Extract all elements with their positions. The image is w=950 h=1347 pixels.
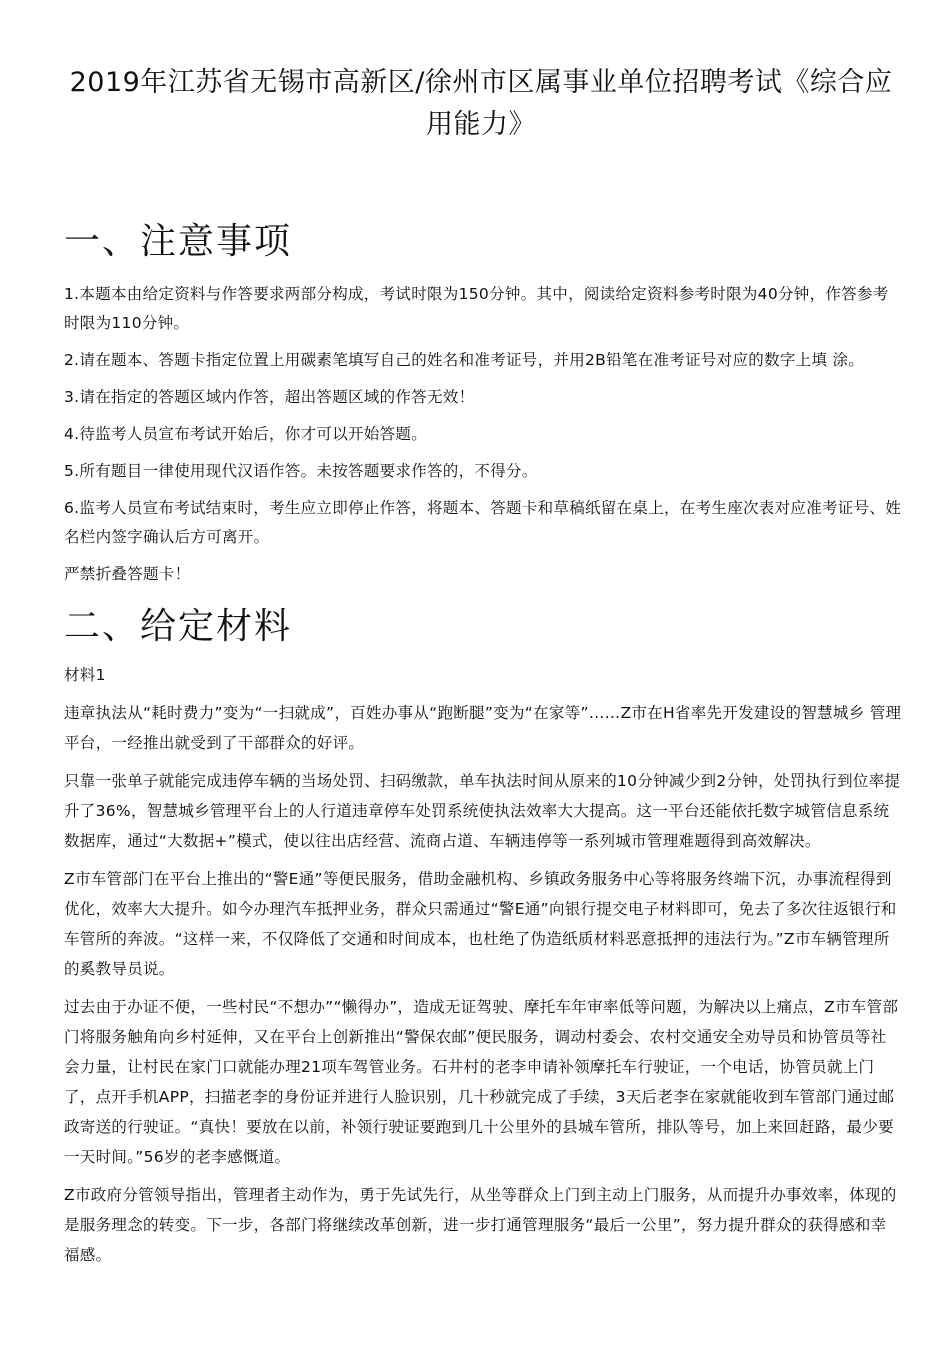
note-item-4: 4.待监考人员宣布考试开始后，你才可以开始答题。 — [64, 425, 427, 443]
material-body — [64, 698, 902, 1270]
material-paragraph-3: Z市车管部门在平台上推出的“警E通”等便民服务，借助金融机构、乡镇政务服务中心等将服务终端下沉，办事流程得到优化，效率大大提升。如今办理汽车抵押业务，群众只需通过“警E通”向银行提交电子材料即可，免去了多次往返银行和车管所的奔波。“这样一来，不仅降低了交通和时间成本，也杜绝了伪造纸质材料恶意抵押的违法行为。”Z市车辆管理所的奚教导员说。 — [64, 870, 897, 978]
material-paragraph-5: Z市政府分管领导指出，管理者主动作为，勇于先试先行，从坐等群众上门到主动上门服务，从而提升办事效率，体现的是服务理念的转变。下一步，各部门将继续改革创新，进一步打通管理服务“最后一公里”，努力提升群众的获得感和幸福感。 — [64, 1186, 897, 1264]
document-title: 2019年江苏省无锡市高新区/徐州市区属事业单位招聘考试《综合应用能力》 — [69, 67, 893, 140]
note-item-1: 1.本题本由给定资料与作答要求两部分构成，考试时限为150分钟。其中，阅读给定资料参考时限为40分钟，作答参考时限为110分钟。 — [64, 285, 889, 332]
material-paragraph-2: 只靠一张单子就能完成违停车辆的当场处罚、扫码缴款，单车执法时间从原来的10分钟减少到2分钟，处罚执行到位率提升了36%，智慧城乡管理平台上的人行道违章停车处罚系统使执法效率大大提高。这一平台还能依托数字城管信息系统数据库，通过“大数据+”模式，使以往出店经营、流商占道、车辆违停等一系列城市管理难题得到高效解决。 — [64, 772, 901, 850]
section-heading-materials: 二、给定材料 — [64, 606, 293, 647]
note-item-3: 3.请在指定的答题区域内作答，超出答题区域的作答无效！ — [64, 388, 475, 406]
notes-list — [64, 280, 902, 589]
note-item-5: 5.所有题目一律使用现代汉语作答。未按答题要求作答的，不得分。 — [64, 462, 538, 480]
note-item-2: 2.请在题本、答题卡指定位置上用碳素笔填写自己的姓名和准考证号，并用2B铅笔在准考证号对应的数字上填 涂。 — [64, 351, 865, 369]
note-item-6: 6.监考人员宣布考试结束时，考生应立即停止作答，将题本、答题卡和草稿纸留在桌上，在考生座次表对应准考证号、姓名栏内签字确认后方可离开。 — [64, 499, 901, 546]
material-label: 材料1 — [64, 666, 106, 684]
note-warning: 严禁折叠答题卡！ — [64, 565, 191, 583]
material-paragraph-4: 过去由于办证不便，一些村民“不想办”“懒得办”，造成无证驾驶、摩托车年审率低等问题，为解决以上痛点，Z市车管部门将服务触角向乡村延伸，又在平台上创新推出“警保农邮”便民服务，调动村委会、农村交通安全劝导员和协管员等社会力量，让村民在家门口就能办理21项车驾管业务。石井村的老李申请补领摩托车行驶证，一个电话，协管员就上门了，点开手机APP，扫描老李的身份证并进行人脸识别，几十秒就完成了手续，3天后老李在家就能收到车管部门通过邮政寄送的行驶证。“真快！要放在以前，补领行驶证要跑到几十公里外的县城车管所，排队等号，加上来回赶路，最少要一天时间。”56岁的老李感慨道。 — [64, 998, 899, 1166]
section-heading-notes: 一、注意事项 — [64, 221, 293, 262]
material-paragraph-1: 违章执法从“耗时费力”变为“一扫就成”，百姓办事从“跑断腿”变为“在家等”……Z市在H省率先开发建设的智慧城乡 管理平台，一经推出就受到了干部群众的好评。 — [64, 704, 902, 752]
